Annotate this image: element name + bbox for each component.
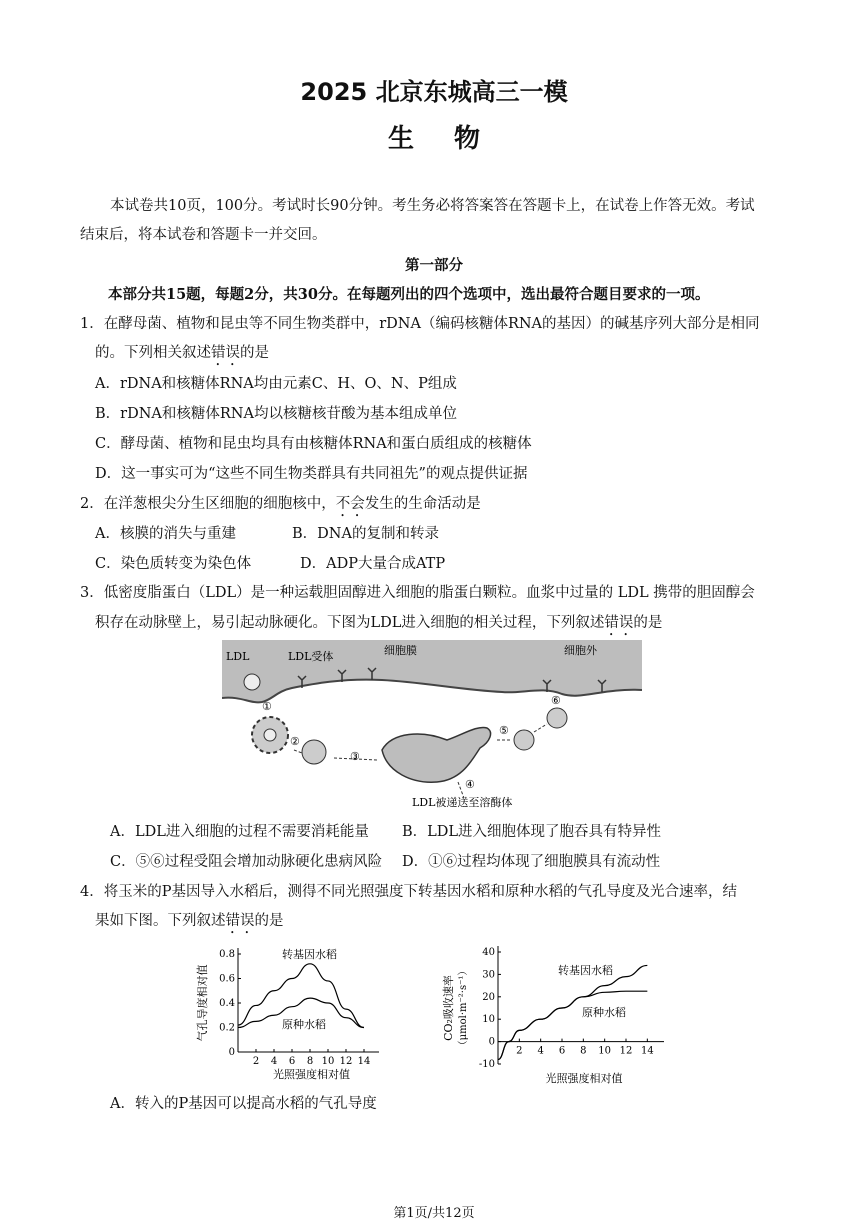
q4-line2 (95, 911, 284, 937)
x-tick-label: 8 (580, 1045, 587, 1057)
recycling-vesicle (514, 730, 534, 750)
q2-option-c[interactable]: C．染色质转变为染色体 (95, 556, 252, 572)
y-tick-label: 20 (482, 991, 495, 1003)
page-number: 第1页/共12页 (393, 1206, 475, 1221)
instructions-line1: 本试卷共10页，100分。考试时长90分钟。考生务必将答案答在答题卡上，在试卷上作答无效。考试 (110, 198, 755, 214)
q1-option-a[interactable]: A．rDNA和核糖体RNA均由元素C、H、O、N、P组成 (95, 376, 457, 392)
paper-title: 2025 北京东城高三一模 (300, 78, 568, 106)
series-label: 转基因水稻 (282, 948, 337, 961)
y-tick-label: 10 (482, 1014, 495, 1026)
q2-emphasis: 不会 (335, 496, 365, 512)
step-3: ③ (350, 750, 360, 763)
q3-line1: 3．低密度脂蛋白（LDL）是一种运载胆固醇进入细胞的脂蛋白颗粒。血浆中过量的 LDL 携带的胆固醇会 (80, 585, 755, 601)
q3-line2 (95, 613, 662, 639)
endosome (382, 727, 491, 782)
q1-option-d[interactable]: D．这一事实可为“这些不同生物类群具有共同祖先”的观点提供证据 (95, 466, 528, 482)
y-tick-label: 30 (482, 969, 495, 981)
x-tick-label: 8 (306, 1056, 314, 1067)
y-axis-unit: （μmol·m⁻²·s⁻¹） (458, 965, 469, 1051)
q2-option-d[interactable]: D．ADP大量合成ATP (300, 556, 446, 572)
q3-option-c[interactable]: C．⑤⑥过程受阻会增加动脉硬化患病风险 (110, 854, 383, 870)
q1-line2 (95, 343, 269, 369)
q1-option-b[interactable]: B．rDNA和核糖体RNA均以核糖核苷酸为基本组成单位 (95, 406, 457, 422)
paper-subject: 生物 (387, 124, 520, 154)
y-tick-label: 0.6 (219, 973, 235, 985)
x-tick-label: 12 (619, 1045, 633, 1057)
x-tick-label: 6 (288, 1056, 296, 1067)
q1-option-c[interactable]: C．酵母菌、植物和昆虫均具有由核糖体RNA和蛋白质组成的核糖体 (95, 436, 532, 452)
x-tick-label: 14 (640, 1045, 654, 1057)
q3-emphasis: 错误 (604, 615, 634, 631)
series-label: 转基因水稻 (558, 964, 613, 977)
co2-uptake-chart (440, 940, 680, 1090)
q3-line2-pre: 积存在动脉壁上，易引起动脉硬化。下图为LDL进入细胞的相关过程，下列叙述 (95, 615, 605, 631)
q2-stem-post: 发生的生命活动是 (364, 496, 481, 512)
x-tick-label: 2 (516, 1045, 523, 1057)
x-tick-label: 14 (357, 1056, 371, 1067)
fusing-vesicle (547, 708, 567, 728)
q2-stem (80, 494, 481, 520)
stomatal-conductance-chart (190, 940, 390, 1090)
q2-option-b[interactable]: B．DNA的复制和转录 (292, 526, 439, 542)
part-note: 本部分共15题，每题2分，共30分。在每题列出的四个选项中，选出最符合题目要求的一项。 (108, 286, 710, 303)
q2-option-a[interactable]: A．核膜的消失与重建 (95, 526, 236, 542)
x-tick-label: 4 (270, 1056, 278, 1067)
x-tick-label: 12 (339, 1056, 353, 1067)
y-tick-label: 0 (488, 1036, 495, 1048)
y-axis-label: 气孔导度相对值 (196, 964, 209, 1042)
q1-line2-pre: 的。下列相关叙述 (95, 345, 211, 361)
x-tick-label: 10 (321, 1056, 335, 1067)
x-axis-label: 光照强度相对值 (545, 1072, 623, 1085)
x-tick-label: 6 (558, 1045, 566, 1057)
q4-option-a[interactable]: A．转入的P基因可以提高水稻的气孔导度 (110, 1096, 377, 1112)
label-ldl: LDL (226, 650, 250, 663)
q3-option-b[interactable]: B．LDL进入细胞体现了胞吞具有特异性 (402, 824, 662, 840)
label-lysosome-delivery: LDL被递送至溶酶体 (412, 796, 513, 809)
q1-line1: 1．在酵母菌、植物和昆虫等不同生物类群中，rDNA（编码核糖体RNA的基因）的碱基序列大部分是相同 (80, 316, 760, 332)
step-5: ⑤ (499, 724, 509, 737)
label-ldl-receptor: LDL受体 (288, 650, 334, 663)
q3-line2-post: 的是 (633, 615, 663, 631)
q3-option-d[interactable]: D．①⑥过程均体现了细胞膜具有流动性 (402, 854, 661, 870)
step-4: ④ (465, 778, 475, 791)
y-tick-label: 0.8 (219, 949, 235, 960)
x-tick-label: 4 (537, 1045, 544, 1057)
x-tick-label: 10 (598, 1045, 612, 1057)
ldl-endocytosis-figure (222, 640, 642, 815)
x-tick-label: 2 (252, 1056, 260, 1067)
label-extracellular: 细胞外 (564, 644, 597, 657)
y-tick-label: 40 (482, 947, 495, 958)
y-axis-label: CO₂吸收速率 (442, 975, 455, 1041)
label-cell-membrane: 细胞膜 (384, 644, 417, 657)
step-1: ① (262, 700, 272, 713)
part-heading: 第一部分 (405, 257, 463, 274)
ldl-in-vesicle-icon (264, 729, 276, 741)
series-label: 原种水稻 (582, 1006, 626, 1019)
q4-emphasis: 错误 (225, 913, 255, 929)
q2-stem-pre: 2．在洋葱根尖分生区细胞的细胞核中， (80, 496, 336, 512)
q4-line1: 4．将玉米的P基因导入水稻后，测得不同光照强度下转基因水稻和原种水稻的气孔导度及光合速率，结 (80, 884, 737, 900)
q1-emphasis: 错误 (211, 345, 240, 361)
q4-line2-pre: 果如下图。下列叙述 (95, 913, 226, 929)
y-tick-label: 0.4 (219, 998, 235, 1009)
step-6: ⑥ (551, 694, 561, 707)
series-label: 原种水稻 (282, 1018, 326, 1031)
q3-option-a[interactable]: A．LDL进入细胞的过程不需要消耗能量 (110, 824, 369, 840)
q4-line2-post: 的是 (254, 913, 284, 929)
instructions-line2: 结束后，将本试卷和答题卡一并交回。 (80, 227, 327, 243)
early-vesicle (302, 740, 326, 764)
x-axis-label: 光照强度相对值 (273, 1068, 350, 1081)
step-2: ② (290, 735, 300, 748)
q1-line2-post: 的是 (240, 345, 269, 361)
y-tick-label: 0.2 (219, 1022, 235, 1034)
y-tick-label: 0 (228, 1047, 235, 1058)
y-tick-label: -10 (478, 1059, 495, 1070)
ldl-particle-icon (244, 674, 260, 690)
